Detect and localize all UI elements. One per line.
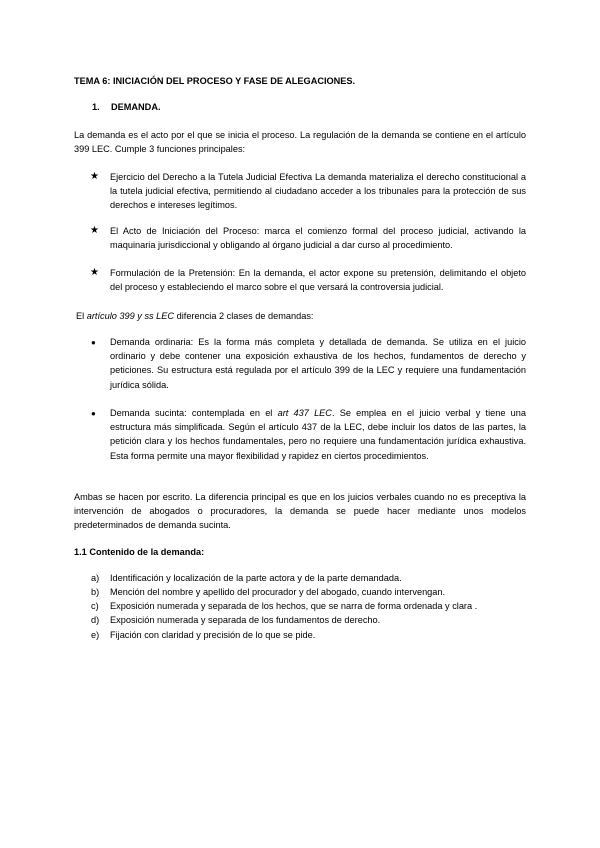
list-marker: b) xyxy=(91,587,100,597)
types-intro xyxy=(76,309,526,323)
star-icon: ★ xyxy=(90,267,99,278)
bullet-icon: ● xyxy=(91,338,96,347)
list-item: Exposición numerada y separada de los fundamentos de derecho. xyxy=(110,615,381,625)
list-item: Identificación y localización de la parte actora y de la parte demandada. xyxy=(110,573,402,583)
types-intro-prefix: El xyxy=(76,311,87,321)
function-item: El Acto de Iniciación del Proceso: marca el comienzo formal del proceso judicial, activando la maquinaria jurisdiccional y obligando al órgano judicial a dar curso al procedimiento. xyxy=(110,226,526,251)
list-item: Mención del nombre y apellido del procurador y del abogado, cuando intervengan. xyxy=(110,587,446,597)
bullet-icon: ● xyxy=(91,409,96,418)
section-1-1-heading: 1.1 Contenido de la demanda: xyxy=(74,547,205,557)
list-item: Exposición numerada y separada de los hechos, que se narra de forma ordenada y clara . xyxy=(110,601,478,611)
type-item-sucinta xyxy=(110,406,526,463)
document-title: TEMA 6: INICIACIÓN DEL PROCESO Y FASE DE ALEGACIONES. xyxy=(74,76,356,86)
type-sucinta-reference: art 437 LEC xyxy=(277,408,332,418)
list-marker: a) xyxy=(91,573,100,583)
section-1-number: 1. xyxy=(92,102,100,112)
section-1-title: DEMANDA. xyxy=(111,102,161,112)
type-sucinta-before: Demanda sucinta: contemplada en el xyxy=(110,408,278,418)
list-marker: e) xyxy=(91,630,100,640)
types-intro-suffix: diferencia 2 clases de demandas: xyxy=(174,311,314,321)
list-marker: c) xyxy=(91,601,99,611)
function-item: Formulación de la Pretensión: En la demanda, el actor expone su pretensión, delimitando el objeto del proceso y estableciendo el marco sobre el que versará la controversia judicial. xyxy=(110,268,526,293)
intro-paragraph: La demanda es el acto por el que se inicia el proceso. La regulación de la demanda se contiene en el artículo 399 LEC. Cumple 3 funciones principales: xyxy=(74,130,526,155)
type-item-ordinaria: Demanda ordinaria: Es la forma más completa y detallada de demanda. Se utiliza en el juicio ordinario y debe contener una exposición exhaustiva de los hechos, fundamentos de derecho y peticiones. Su estructura está regulada por el artículo 399 de la LEC y requiere una fundamentación jurídica sólida. xyxy=(110,337,526,390)
star-icon: ★ xyxy=(90,225,99,236)
type-sucinta-after: . Se emplea en el juicio verbal y tiene una estructura más simplificada. Según el artículo 437 de la LEC, debe incluir los datos de las partes, la petición clara y los hechos fundamentales, pero no requiere una fundamentación jurídica exhaustiva. Esta forma permite una mayor flexibilidad y rapidez en ciertos procedimientos. xyxy=(110,408,526,461)
function-item: Ejercicio del Derecho a la Tutela Judicial Efectiva La demanda materializa el derecho constitucional a la tutela judicial efectiva, permitiendo al ciudadano acceder a los tribunales para la protección de sus derechos e intereses legítimos. xyxy=(110,172,526,211)
star-icon: ★ xyxy=(90,171,99,182)
both-paragraph: Ambas se hacen por escrito. La diferencia principal es que en los juicios verbales cuando no es preceptiva la intervención de abogados o procuradores, la demanda se puede hacer mediante unos modelos predeterminados de demanda sucinta. xyxy=(74,492,526,531)
list-marker: d) xyxy=(91,615,100,625)
types-intro-reference: artículo 399 y ss LEC xyxy=(86,311,175,321)
list-item: Fijación con claridad y precisión de lo que se pide. xyxy=(110,630,316,640)
